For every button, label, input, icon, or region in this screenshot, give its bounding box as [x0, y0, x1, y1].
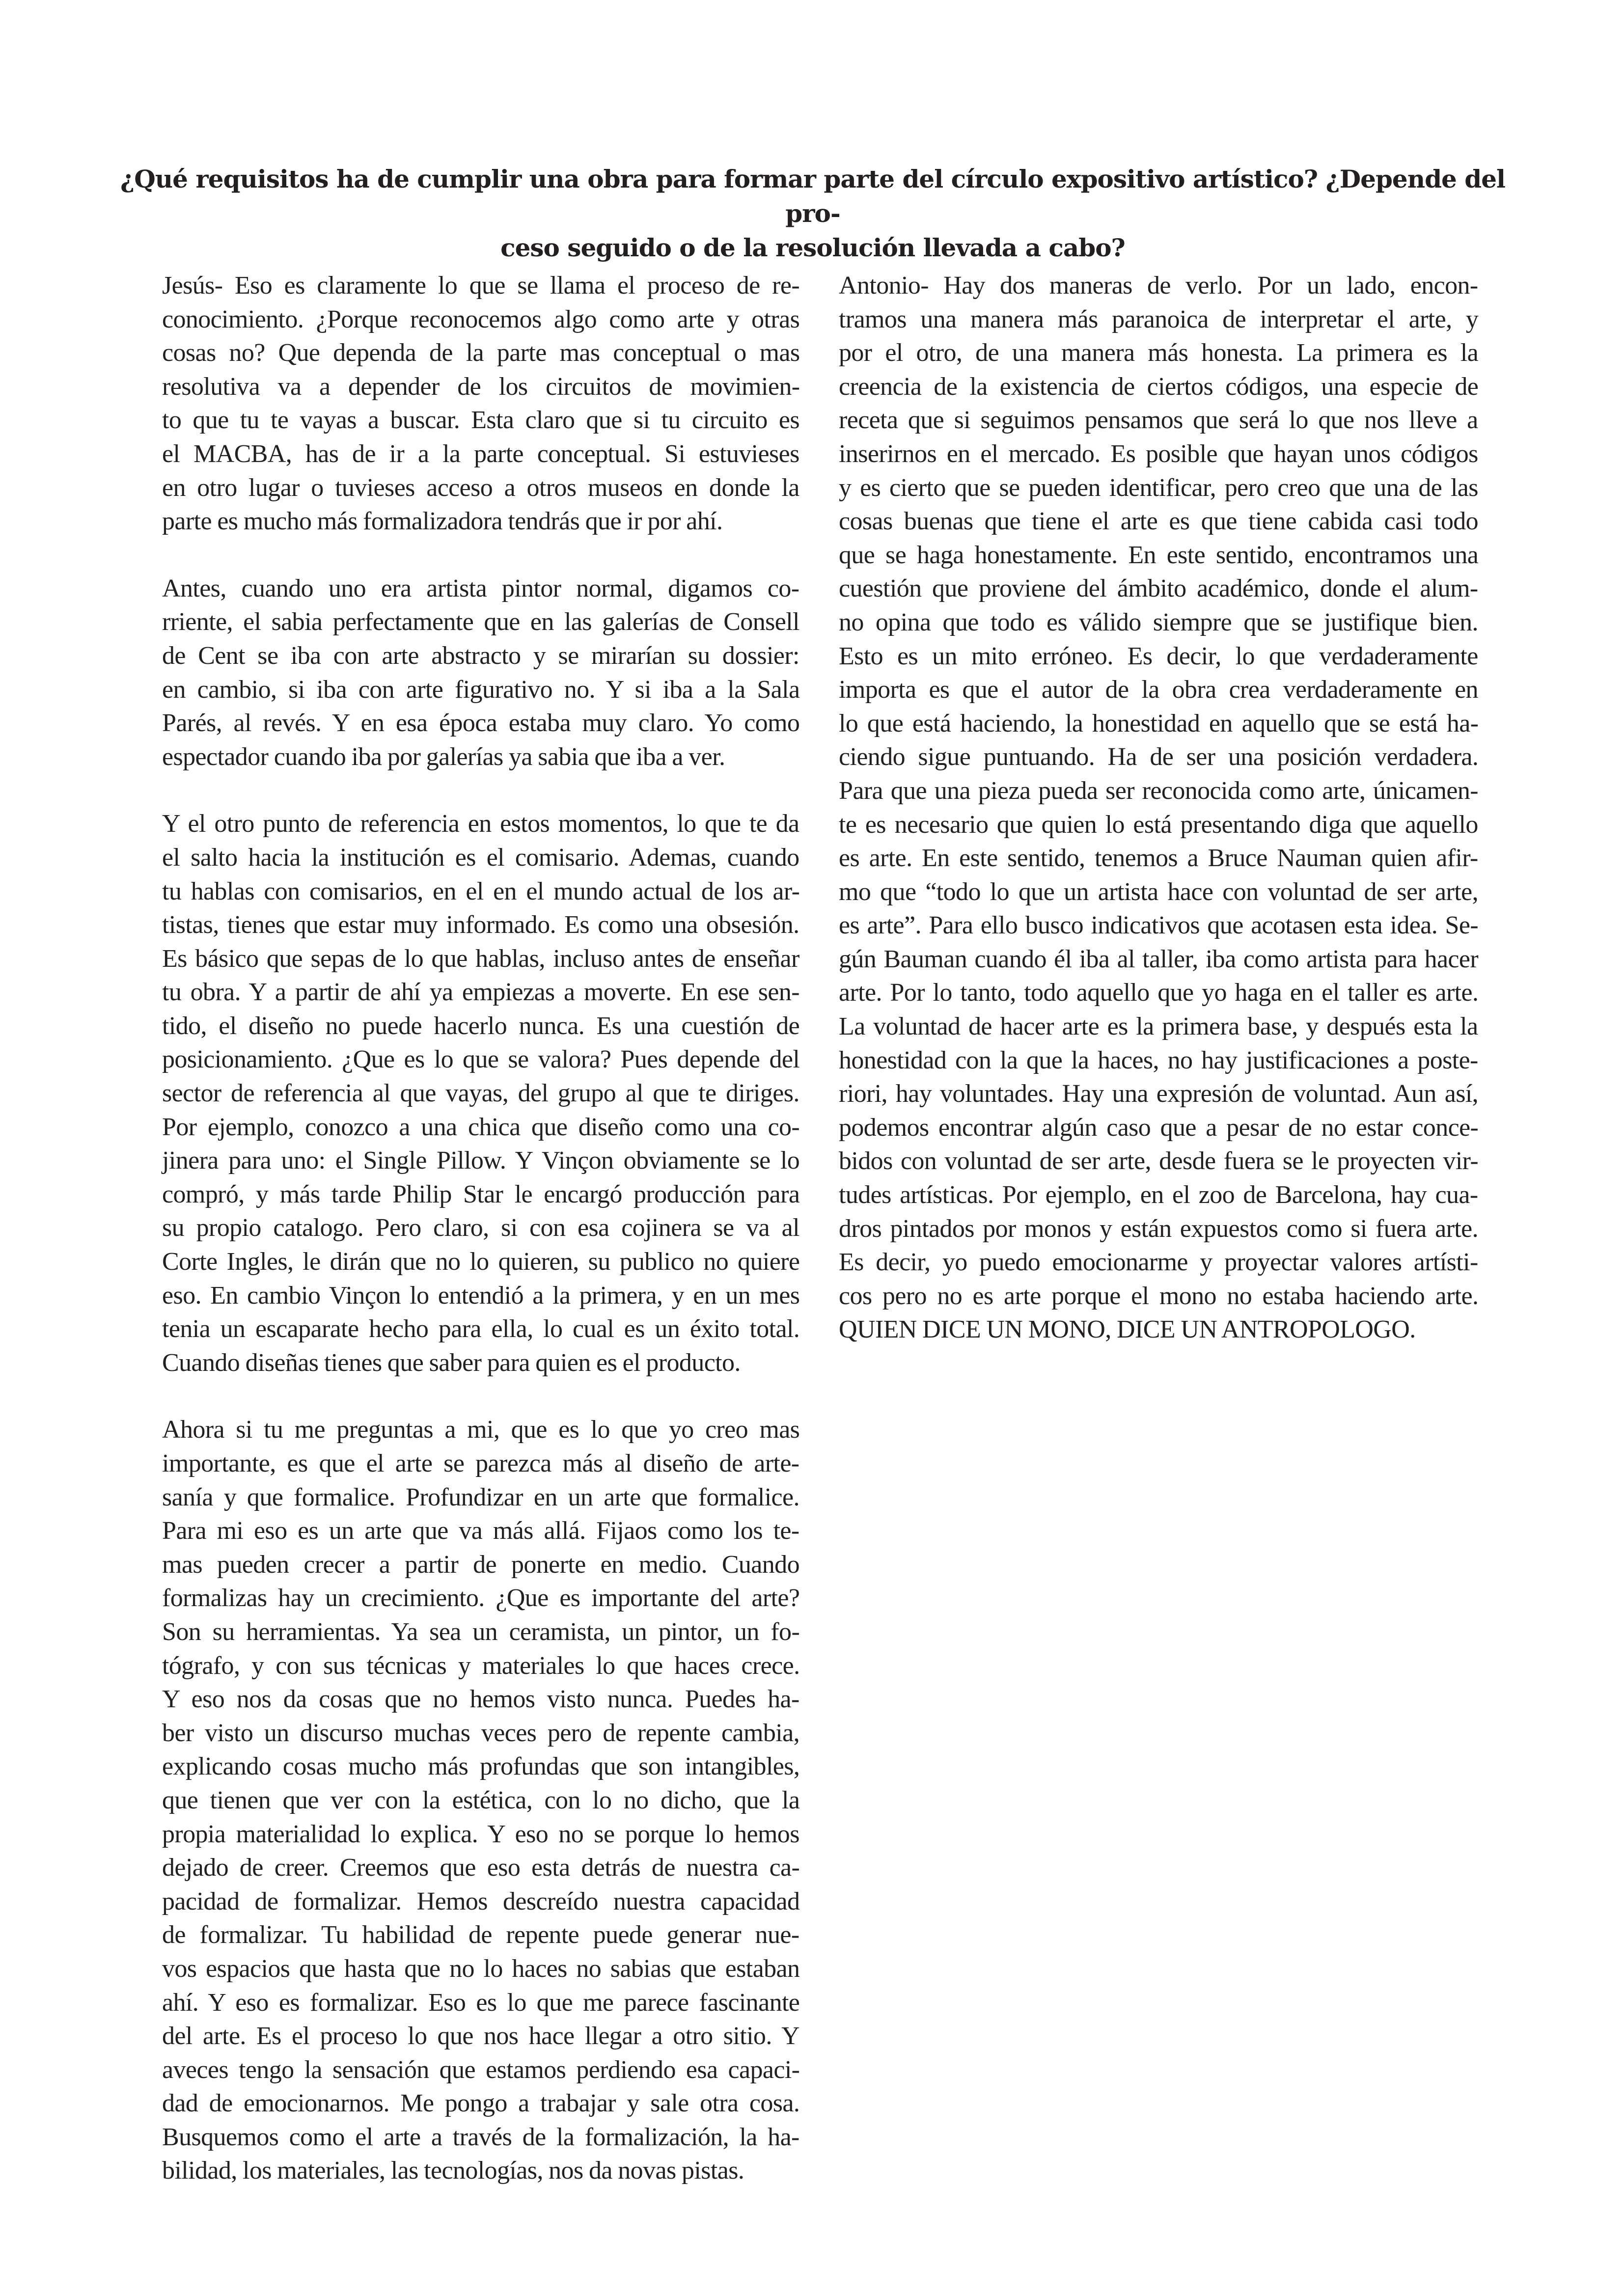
text-line: compró, y más tarde Philip Star le encargó producción para — [162, 1180, 800, 1208]
text-line: La voluntad de hacer arte es la primera base, y después esta la — [839, 1012, 1478, 1041]
text-line: y es cierto que se pueden identificar, pero creo que una de las — [839, 473, 1478, 502]
text-line: Es básico que sepas de lo que hablas, incluso antes de enseñar — [162, 944, 799, 973]
text-line: tu obra. Y a partir de ahí ya empiezas a moverte. En ese sen- — [162, 978, 800, 1007]
heading-line: ¿Qué requisitos ha de cumplir una obra para formar parte del círculo expositivo artístico? ¿Depende del pro- — [120, 164, 1506, 228]
text-line: propia materialidad lo explica. Y eso no se porque lo hemos — [162, 1820, 799, 1848]
text-line: Busquemos como el arte a través de la formalización, la ha- — [162, 2123, 799, 2151]
text-line: tido, el diseño no puede hacerlo nunca. Es una cuestión de — [162, 1011, 800, 1040]
text-line: cosas buenas que tiene el arte es que tiene cabida casi todo — [839, 507, 1479, 536]
text-line: inserirnos en el mercado. Es posible que hayan unos códigos — [839, 439, 1478, 468]
question-heading — [113, 162, 1513, 265]
text-line: rriente, el sabia perfectamente que en las galerías de Consell — [162, 608, 799, 636]
text-line: cosas no? Que dependa de la parte mas conceptual o mas — [162, 339, 800, 367]
text-line: en cambio, si iba con arte figurativo no. Y si iba a la Sala — [162, 675, 800, 704]
text-line: mo que “todo lo que un artista hace con voluntad de ser arte, — [839, 877, 1478, 906]
text-line: arte. Por lo tanto, todo aquello que yo haga en el taller es arte. — [839, 979, 1479, 1007]
text-line: pacidad de formalizar. Hemos descreído nuestra capacidad — [162, 1887, 800, 1915]
text-line: que se haga honestamente. En este sentido, encontramos una — [839, 541, 1479, 569]
text-line: cuestión que proviene del ámbito académico, donde el alum- — [839, 574, 1478, 603]
text-line: Antonio- Hay dos maneras de verlo. Por un lado, encon- — [839, 272, 1478, 300]
text-line: es arte”. Para ello busco indicativos que acotasen esta idea. Se- — [839, 911, 1479, 940]
text-line: creencia de la existencia de ciertos códigos, una especie de — [839, 372, 1479, 401]
text-line: Parés, al revés. Y en esa época estaba muy claro. Yo como — [162, 709, 800, 738]
text-line: Corte Ingles, le dirán que no lo quieren, su publico no quiere — [162, 1248, 800, 1276]
text-line: es arte. En este sentido, tenemos a Bruce Nauman quien afir- — [839, 844, 1478, 873]
text-line: Antes, cuando uno era artista pintor normal, digamos co- — [162, 574, 799, 602]
text-line: Y eso nos da cosas que no hemos visto nunca. Puedes ha- — [162, 1685, 799, 1714]
text-line: Esto es un mito erróneo. Es decir, lo que verdaderamente — [839, 642, 1478, 670]
text-line: Para que una pieza pueda ser reconocida como arte, únicamen- — [839, 776, 1479, 805]
text-line: conocimiento. ¿Porque reconocemos algo como arte y otras — [162, 305, 800, 333]
left-column-jesus-answer — [162, 269, 799, 2188]
text-line: Es decir, yo puedo emocionarme y proyectar valores artísti- — [839, 1248, 1478, 1277]
text-line: Ahora si tu me preguntas a mi, que es lo que yo creo mas — [162, 1416, 800, 1444]
answer-paragraph — [162, 269, 799, 539]
text-line: por el otro, de una manera más honesta. La primera es la — [839, 339, 1479, 367]
text-line: formalizas hay un crecimiento. ¿Que es importante del arte? — [162, 1584, 800, 1613]
text-line: te es necesario que quien lo está presentando diga que aquello — [839, 810, 1478, 839]
text-line: ahí. Y eso es formalizar. Eso es lo que me parece fascinante — [162, 1988, 800, 2017]
text-line: el salto hacia la institución es el comisario. Ademas, cuando — [162, 843, 799, 872]
text-line: jinera para uno: el Single Pillow. Y Vinçon obviamente se lo — [162, 1147, 800, 1175]
text-line: eso. En cambio Vinçon lo entendió a la primera, y en un mes — [162, 1281, 800, 1310]
text-line: to que tu te vayas a buscar. Esta claro que si tu circuito es — [162, 406, 800, 435]
text-line: sanía y que formalice. Profundizar en un arte que formalice. — [162, 1483, 799, 1511]
answer-paragraph — [162, 807, 799, 1380]
text-line: importante, es que el arte se parezca más al diseño de arte- — [162, 1449, 799, 1477]
text-line: sector de referencia al que vayas, del grupo al que te diriges. — [162, 1079, 799, 1108]
text-line: podemos encontrar algún caso que a pesar de no estar conce- — [839, 1113, 1479, 1142]
heading-line: ceso seguido o de la resolución llevada a cabo? — [500, 233, 1125, 262]
answer-paragraph — [162, 1413, 799, 2188]
text-line: Son su herramientas. Ya sea un ceramista, un pintor, un fo- — [162, 1617, 800, 1646]
text-line: de Cent se iba con arte abstracto y se mirarían su dossier: — [162, 641, 799, 670]
text-line: espectador cuando iba por galerías ya sabia que iba a ver. — [162, 742, 725, 771]
text-line: lo que está haciendo, la honestidad en aquello que se está ha- — [839, 709, 1479, 738]
text-line: dad de emocionarnos. Me pongo a trabajar y sale otra cosa. — [162, 2089, 800, 2118]
text-line: Y el otro punto de referencia en estos momentos, lo que te da — [162, 810, 799, 838]
text-line: aveces tengo la sensación que estamos perdiendo esa capaci- — [162, 2055, 800, 2084]
text-line: bidos con voluntad de ser arte, desde fuera se le proyecten vir- — [839, 1147, 1479, 1175]
text-line: en otro lugar o tuvieses acceso a otros museos en donde la — [162, 473, 799, 502]
text-line: Cuando diseñas tienes que saber para quien es el producto. — [162, 1348, 741, 1377]
text-line: riori, hay voluntades. Hay una expresión de voluntad. Aun así, — [839, 1080, 1479, 1108]
text-line: que tienen que ver con la estética, con lo no dicho, que la — [162, 1786, 800, 1814]
answer-paragraph — [839, 269, 1478, 1347]
text-line: vos espacios que hasta que no lo haces no sabias que estaban — [162, 1954, 800, 1983]
right-column-antonio-answer — [839, 269, 1478, 1347]
text-line: resolutiva va a depender de los circuitos de movimien- — [162, 372, 800, 401]
text-line: ciendo sigue puntuando. Ha de ser una posición verdadera. — [839, 743, 1479, 771]
text-line: gún Bauman cuando él iba al taller, iba como artista para hacer — [839, 945, 1479, 973]
text-line: parte es mucho más formalizadora tendrás que ir por ahí. — [162, 507, 723, 536]
text-line: no opina que todo es válido siempre que se justifique bien. — [839, 608, 1478, 636]
text-line: importa es que el autor de la obra crea verdaderamente en — [839, 676, 1478, 704]
text-line: su propio catalogo. Pero claro, si con esa cojinera se va al — [162, 1214, 799, 1242]
text-line: tramos una manera más paranoica de interpretar el arte, y — [839, 305, 1479, 333]
text-line: ber visto un discurso muchas veces pero de repente cambia, — [162, 1719, 799, 1747]
text-line: posicionamiento. ¿Que es lo que se valora? Pues depende del — [162, 1045, 800, 1074]
text-line: mas pueden crecer a partir de ponerte en medio. Cuando — [162, 1550, 799, 1579]
text-line: tenia un escaparate hecho para ella, lo cual es un éxito total. — [162, 1315, 800, 1343]
text-line: tudes artísticas. Por ejemplo, en el zoo de Barcelona, hay cua- — [839, 1181, 1478, 1209]
text-line: explicando cosas mucho más profundas que son intangibles, — [162, 1752, 800, 1781]
text-line: Para mi eso es un arte que va más allá. Fijaos como los te- — [162, 1517, 799, 1545]
text-line: tógrafo, y con sus técnicas y materiales lo que haces crece. — [162, 1651, 800, 1680]
answer-paragraph — [162, 572, 799, 774]
text-line: receta que si seguimos pensamos que será lo que nos lleve a — [839, 406, 1478, 435]
text-line: el MACBA, has de ir a la parte conceptual. Si estuvieses — [162, 439, 799, 468]
text-line: dejado de creer. Creemos que eso esta detrás de nuestra ca- — [162, 1854, 800, 1882]
text-line: QUIEN DICE UN MONO, DICE UN ANTROPOLOGO. — [839, 1315, 1416, 1344]
text-line: honestidad con la que la haces, no hay justificaciones a poste- — [839, 1046, 1478, 1074]
text-line: Jesús- Eso es claramente lo que se llama el proceso de re- — [162, 272, 800, 300]
text-line: Por ejemplo, conozco a una chica que diseño como una co- — [162, 1113, 800, 1141]
text-line: dros pintados por monos y están expuestos como si fuera arte. — [839, 1214, 1479, 1243]
text-line: de formalizar. Tu habilidad de repente puede generar nue- — [162, 1921, 799, 1949]
text-line: cos pero no es arte porque el mono no estaba haciendo arte. — [839, 1282, 1479, 1310]
text-line: tu hablas con comisarios, en el en el mundo actual de los ar- — [162, 877, 800, 905]
text-line: tistas, tienes que estar muy informado. Es como una obsesión. — [162, 911, 799, 939]
text-line: bilidad, los materiales, las tecnologías, nos da novas pistas. — [162, 2157, 744, 2185]
text-line: del arte. Es el proceso lo que nos hace llegar a otro sitio. Y — [162, 2022, 799, 2050]
